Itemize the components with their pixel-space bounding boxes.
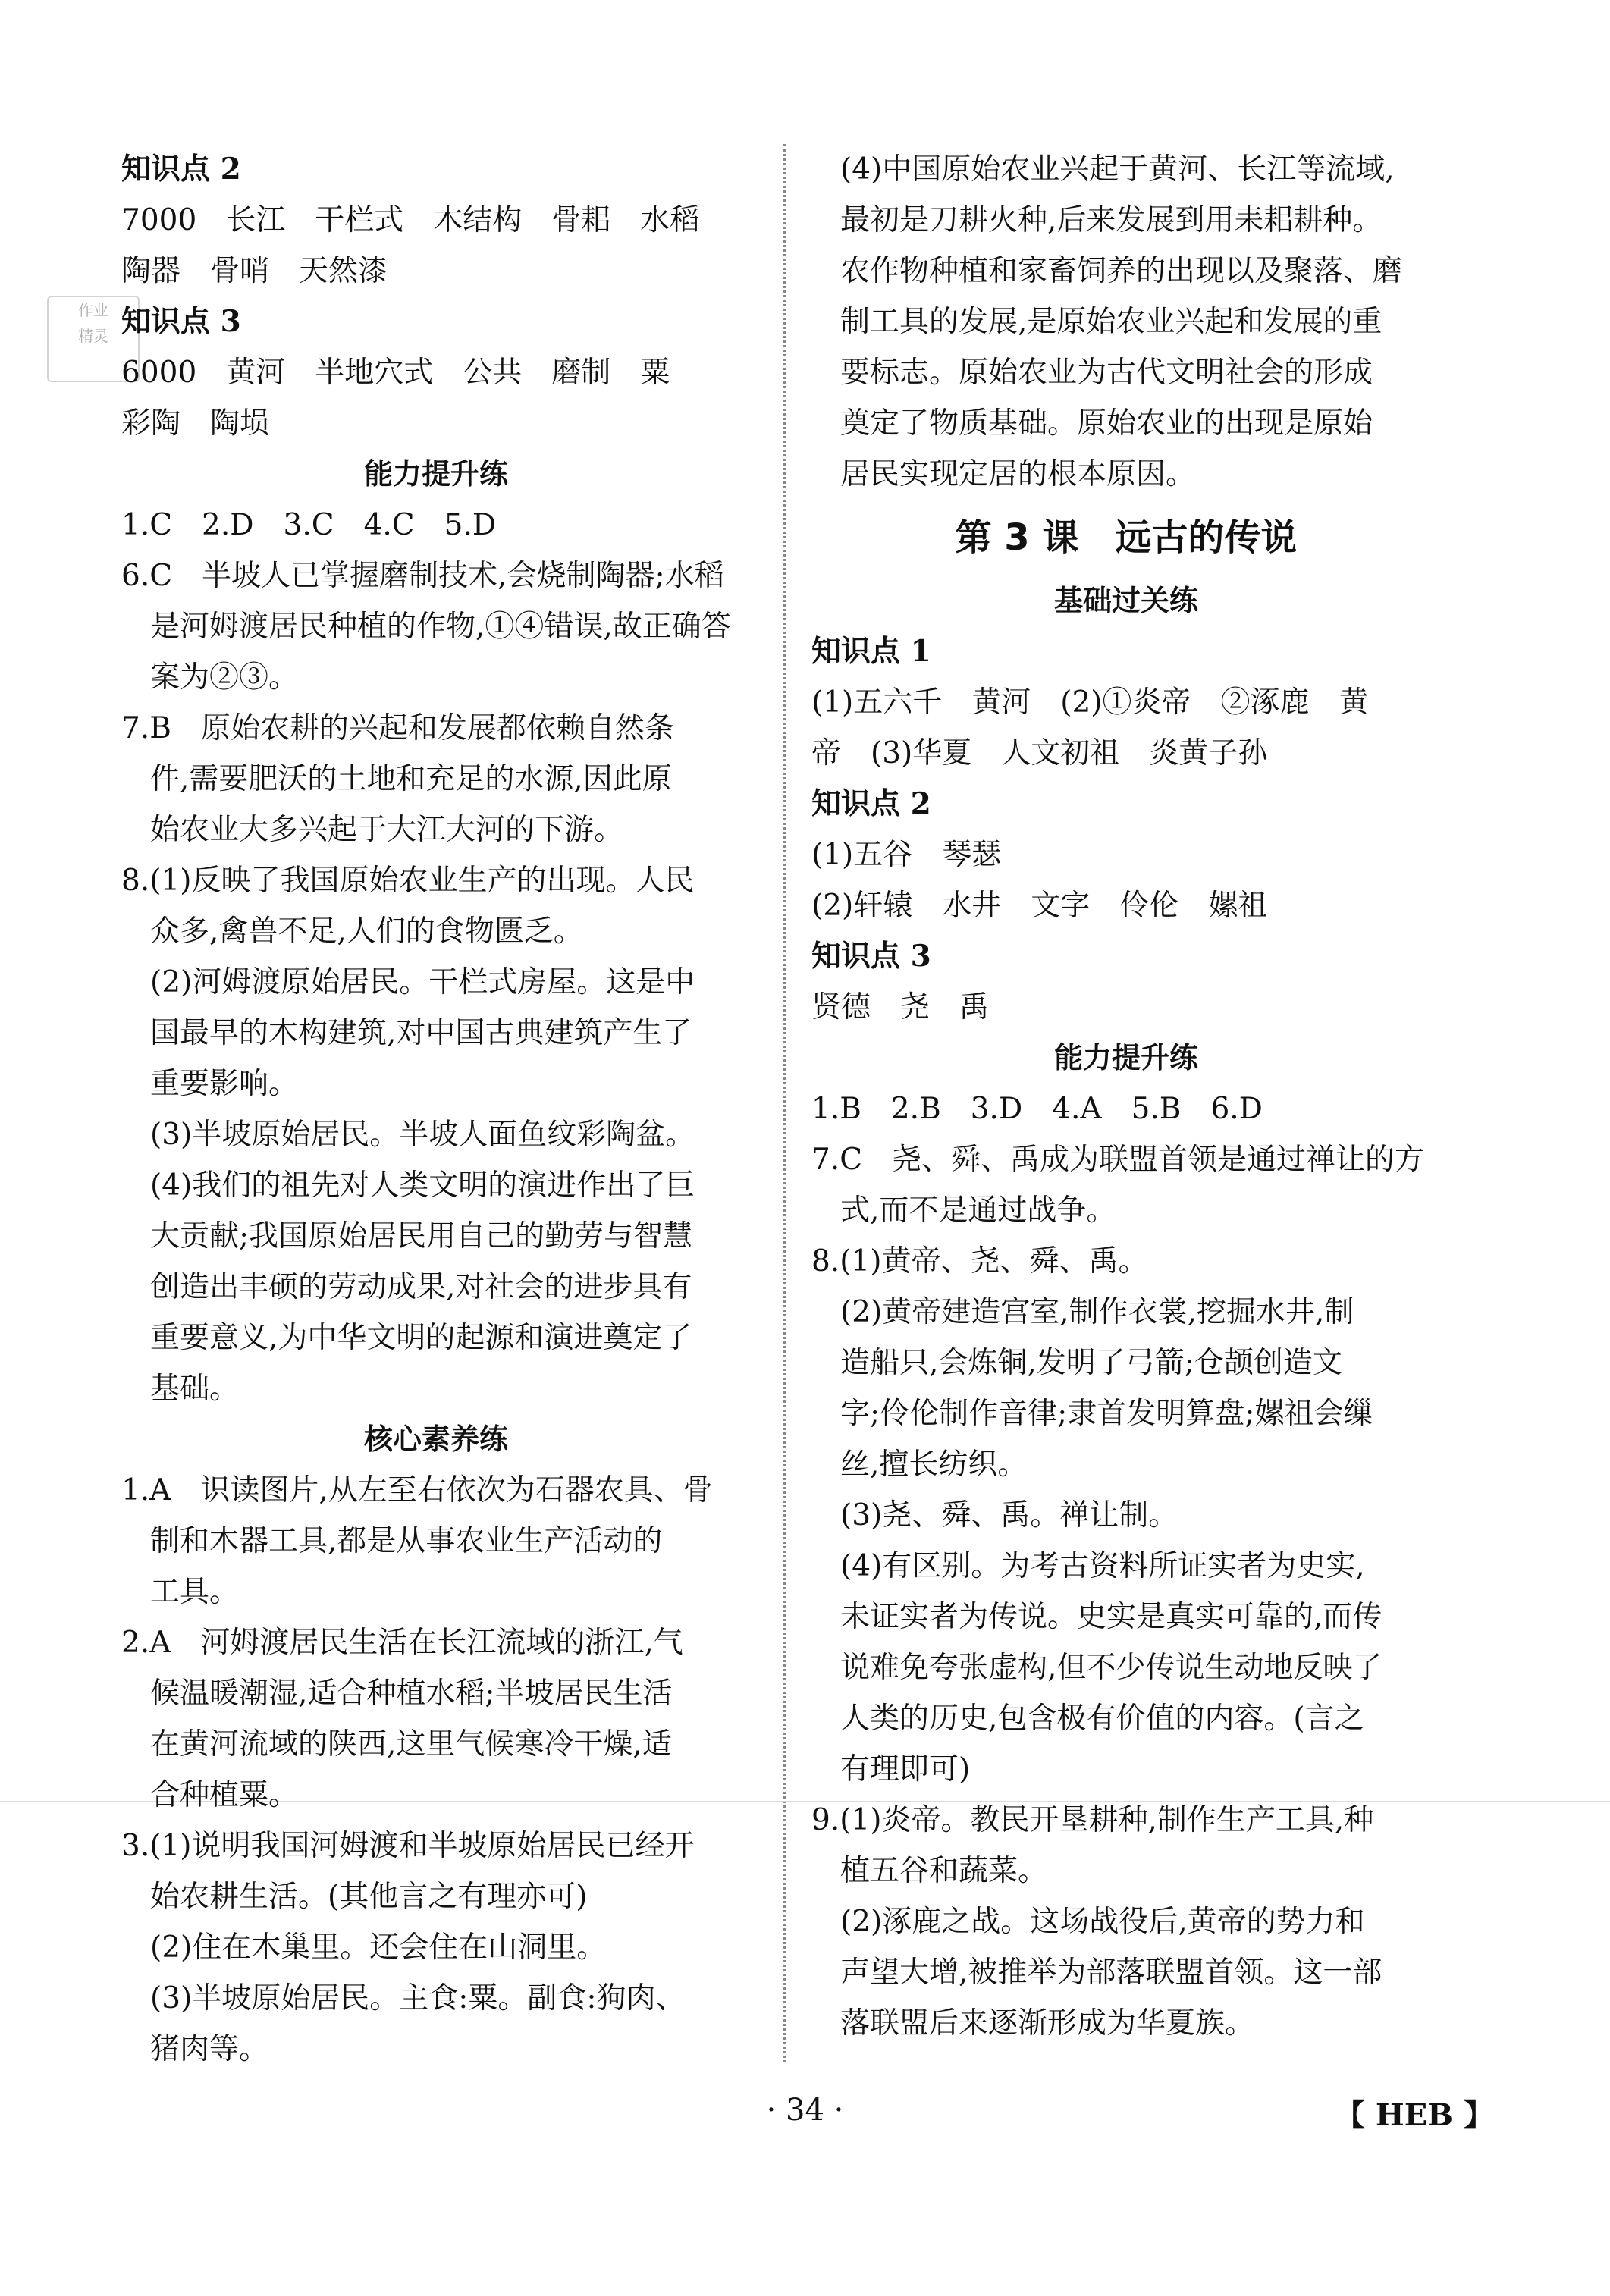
text-line: (3)半坡原始居民。主食:粟。副食:狗肉、 (150, 1981, 686, 2015)
page-number: · 34 · (766, 2093, 844, 2128)
text-line: (4)我们的祖先对人类文明的演进作出了巨 (150, 1168, 695, 1203)
text-line: (3)半坡原始居民。半坡人面鱼纹彩陶盆。 (150, 1118, 695, 1152)
text-line: 说难免夸张虚构,但不少传说生动地反映了 (840, 1651, 1382, 1685)
text-line: 最初是刀耕火种,后来发展到用耒耜耕种。 (840, 203, 1382, 237)
text-line: 声望大增,被推举为部落联盟首领。这一部 (840, 1956, 1382, 1990)
section-heading: 能力提升练 (1053, 1041, 1198, 1074)
text-line: 彩陶 陶埙 (121, 406, 270, 441)
column-divider (783, 144, 786, 2062)
text-line: 重要影响。 (150, 1067, 299, 1101)
text-line: 7.C 尧、舜、禹成为联盟首领是通过禅让的方 (811, 1143, 1425, 1177)
text-line: 未证实者为传说。史实是真实可靠的,而传 (840, 1600, 1382, 1634)
text-line: 8.(1)黄帝、尧、舜、禹。 (811, 1244, 1148, 1278)
text-line: 重要意义,为中华文明的起源和演进奠定了 (150, 1321, 692, 1355)
text-line: 1.C 2.D 3.C 4.C 5.D (121, 508, 497, 542)
text-line: 基础。 (150, 1372, 240, 1406)
watermark-stamp: 作业 精灵 (47, 296, 140, 382)
knowledge-point-heading: 知识点 1 (811, 634, 931, 669)
edition-tag: 【 HEB 】 (1335, 2097, 1494, 2133)
section-heading: 基础过关练 (1053, 584, 1198, 617)
text-line: 人类的历史,包含极有价值的内容。(言之 (840, 1702, 1364, 1736)
text-line: 贤德 尧 禹 (811, 990, 990, 1024)
text-line: 陶器 骨哨 天然漆 (121, 254, 388, 288)
text-line: 丝,擅长纺织。 (840, 1448, 1028, 1482)
text-line: (2)河姆渡原始居民。干栏式房屋。这是中 (150, 965, 695, 999)
section-heading: 第 3 课 远古的传说 (955, 516, 1298, 559)
text-line: (1)五谷 琴瑟 (811, 838, 1002, 872)
text-line: 8.(1)反映了我国原始农业生产的出现。人民 (121, 864, 695, 898)
text-line: 3.(1)说明我国河姆渡和半坡原始居民已经开 (121, 1829, 695, 1863)
text-line: 始农业大多兴起于大江大河的下游。 (150, 813, 624, 847)
text-line: 7.B 原始农耕的兴起和发展都依赖自然条 (121, 711, 674, 745)
text-line: 案为②③。 (150, 660, 299, 695)
text-line: 猪肉等。 (150, 2032, 269, 2066)
text-line: 众多,禽兽不足,人们的食物匮乏。 (150, 914, 583, 949)
text-line: 在黄河流域的陕西,这里气候寒冷干燥,适 (150, 1727, 672, 1761)
text-line: 式,而不是通过战争。 (840, 1193, 1116, 1228)
text-line: 造船只,会炼铜,发明了弓箭;仓颉创造文 (840, 1346, 1342, 1380)
left-column (121, 144, 751, 2075)
text-line: 合种植粟。 (150, 1778, 299, 1812)
text-line: 件,需要肥沃的土地和充足的水源,因此原 (150, 762, 672, 796)
text-line: 落联盟后来逐渐形成为华夏族。 (840, 2006, 1255, 2040)
text-line: 6.C 半坡人已掌握磨制技术,会烧制陶器;水稻 (121, 559, 724, 593)
knowledge-point-heading: 知识点 2 (811, 786, 931, 821)
text-line: 制和木器工具,都是从事农业生产活动的 (150, 1524, 663, 1558)
text-line: (4)中国原始农业兴起于黄河、长江等流域, (840, 152, 1395, 187)
text-line: 是河姆渡居民种植的作物,①④错误,故正确答 (150, 610, 731, 644)
knowledge-point-heading: 知识点 3 (121, 304, 241, 339)
text-line: 7000 长江 干栏式 木结构 骨耜 水稻 (121, 203, 700, 237)
text-line: (1)五六千 黄河 (2)①炎帝 ②涿鹿 黄 (811, 685, 1369, 720)
text-line: 居民实现定居的根本原因。 (840, 457, 1196, 491)
text-line: (2)黄帝建造宫室,制作衣裳,挖掘水井,制 (840, 1295, 1354, 1329)
text-line: 制工具的发展,是原始农业兴起和发展的重 (840, 305, 1382, 339)
text-line: 有理即可) (840, 1752, 971, 1786)
knowledge-point-heading: 知识点 3 (811, 939, 931, 974)
knowledge-point-heading: 知识点 2 (121, 152, 241, 187)
text-line: 始农耕生活。(其他言之有理亦可) (150, 1880, 588, 1914)
text-line: (3)尧、舜、禹。禅让制。 (840, 1498, 1178, 1532)
text-line: (2)涿鹿之战。这场战役后,黄帝的势力和 (840, 1905, 1365, 1939)
text-line: 工具。 (150, 1575, 240, 1609)
section-heading: 核心素养练 (363, 1422, 508, 1456)
text-line: 帝 (3)华夏 人文初祖 炎黄子孙 (811, 736, 1268, 770)
text-line: (4)有区别。为考古资料所证实者为史实, (840, 1549, 1365, 1583)
text-line: 要标志。原始农业为古代文明社会的形成 (840, 356, 1373, 390)
text-line: 1.A 识读图片,从左至右依次为石器农具、骨 (121, 1473, 713, 1507)
text-line: 国最早的木构建筑,对中国古典建筑产生了 (150, 1016, 692, 1050)
text-line: 大贡献;我国原始居民用自己的勤劳与智慧 (150, 1219, 693, 1253)
text-line: 6000 黄河 半地穴式 公共 磨制 粟 (121, 356, 670, 390)
section-heading: 能力提升练 (363, 457, 508, 491)
text-line: 2.A 河姆渡居民生活在长江流域的浙江,气 (121, 1626, 683, 1660)
text-line: 字;伶伦制作音律;隶首发明算盘;嫘祖会缫 (840, 1397, 1373, 1431)
text-line: 9.(1)炎帝。教民开垦耕种,制作生产工具,种 (811, 1803, 1374, 1837)
text-line: 1.B 2.B 3.D 4.A 5.B 6.D (811, 1092, 1263, 1126)
text-line: 农作物种植和家畜饲养的出现以及聚落、磨 (840, 254, 1403, 288)
text-line: (2)住在木巢里。还会住在山洞里。 (150, 1931, 607, 1965)
text-line: (2)轩辕 水井 文字 伶伦 嫘祖 (811, 889, 1268, 923)
text-line: 奠定了物质基础。原始农业的出现是原始 (840, 406, 1373, 441)
text-line: 植五谷和蔬菜。 (840, 1854, 1048, 1888)
text-line: 创造出丰硕的劳动成果,对社会的进步具有 (150, 1270, 692, 1304)
right-column (811, 144, 1441, 2049)
text-line: 候温暖潮湿,适合种植水稻;半坡居民生活 (150, 1677, 673, 1711)
